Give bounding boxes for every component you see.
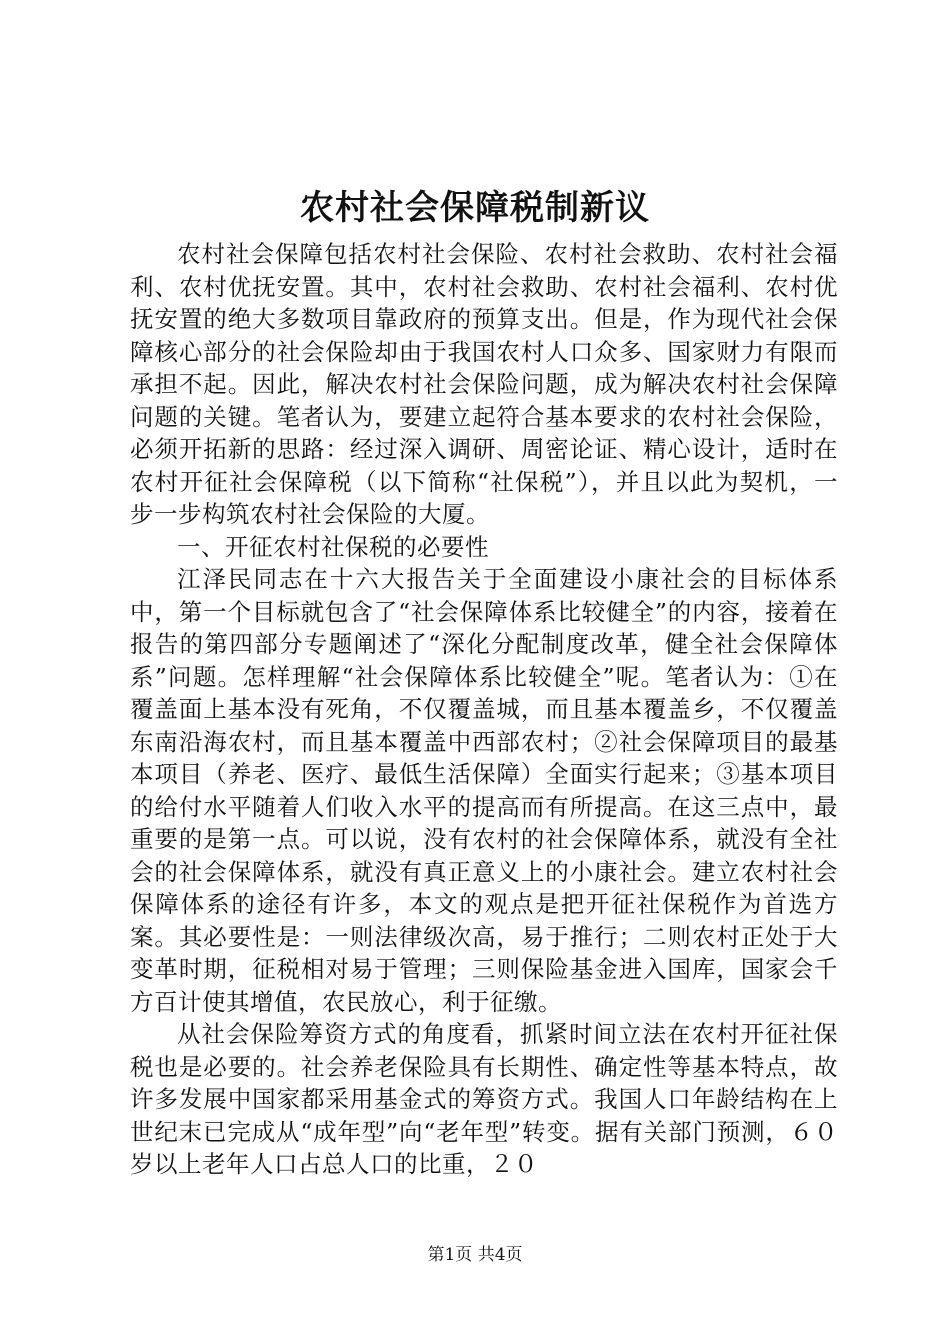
paragraph-intro: 农村社会保障包括农村社会保险、农村社会救助、农村社会福利、农村优抚安置。其中，农村社会救助、农村社会福利、农村优抚安置的绝大多数项目靠政府的预算支出。但是，作为现代社会保障核心部分的社会保险却由于我国农村人口众多、国家财力有限而承担不起。因此，解决农村社会保险问题，成为解决农村社会保障问题的关键。笔者认为，要建立起符合基本要求的农村社会保险，必须开拓新的思路：经过深入调研、周密论证、精心设计，适时在农村开征社会保障税（以下简称“社保税”），并且以此为契机，一步一步构筑农村社会保险的大厦。: [130, 240, 838, 528]
section-heading: 一、开征农村社保税的必要性: [177, 532, 489, 561]
paragraph-funding: 从社会保险筹资方式的角度看，抓紧时间立法在农村开征社保税也是必要的。社会养老保险具有长期性、确定性等基本特点，故许多发展中国家都采用基金式的筹资方式。我国人口年龄结构在上世纪末已完成从“成年型”向“老年型”转变。据有关部门预测，６０岁以上老年人口占总人口的比重，２０: [130, 1020, 838, 1178]
document-body: [130, 238, 838, 1181]
document-title: 农村社会保障税制新议: [300, 188, 650, 228]
paragraph-necessity: 江泽民同志在十六大报告关于全面建设小康社会的目标体系中，第一个目标就包含了“社会保障体系比较健全”的内容，接着在报告的第四部分专题阐述了“深化分配制度改革，健全社会保障体系”问题。怎样理解“社会保障体系比较健全”呢。笔者认为：①在覆盖面上基本没有死角，不仅覆盖城，而且基本覆盖乡，不仅覆盖东南沿海农村，而且基本覆盖中西部农村；②社会保障项目的最基本项目（养老、医疗、最低生活保障）全面实行起来；③基本项目的给付水平随着人们收入水平的提高而有所提高。在这三点中，最重要的是第一点。可以说，没有农村的社会保障体系，就没有全社会的社会保障体系，就没有真正意义上的小康社会。建立农村社会保障体系的途径有许多，本文的观点是把开征社保税作为首选方案。其必要性是：一则法律级次高，易于推行；二则农村正处于大变革时期，征税相对易于管理；三则保险基金进入国库，国家会千方百计使其增值，农民放心，利于征缴。: [130, 565, 838, 1016]
page-number-footer: 第1页 共4页: [427, 1245, 523, 1265]
